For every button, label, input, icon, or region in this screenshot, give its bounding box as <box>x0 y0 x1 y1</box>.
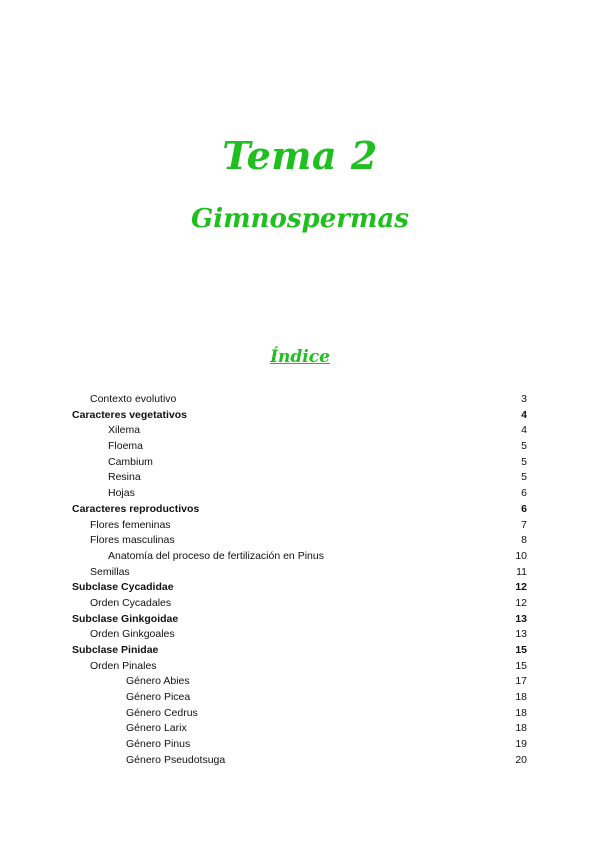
toc-entry[interactable] <box>72 455 527 471</box>
toc-entry-label: Caracteres reproductivos <box>72 502 200 515</box>
table-of-contents <box>72 392 527 769</box>
toc-entry-page: 19 <box>515 738 527 751</box>
toc-entry-label: Género Pinus <box>126 738 191 751</box>
toc-entry-label: Género Pseudotsuga <box>126 753 226 766</box>
toc-entry-label: Género Larix <box>126 722 187 735</box>
toc-entry-label: Flores masculinas <box>90 534 175 547</box>
toc-entry-page: 11 <box>516 565 527 578</box>
toc-entry-label: Xilema <box>108 424 141 437</box>
toc-entry[interactable] <box>72 408 527 424</box>
toc-entry-label: Subclase Ginkgoidae <box>72 612 179 625</box>
toc-entry-page: 7 <box>521 518 527 531</box>
toc-entry[interactable] <box>72 486 527 502</box>
toc-entry-page: 15 <box>515 644 527 656</box>
toc-entry-label: Caracteres vegetativos <box>72 408 187 421</box>
document-subtitle: Gimnospermas <box>191 204 409 234</box>
toc-entry[interactable] <box>72 518 527 534</box>
toc-entry-label: Subclase Cycadidae <box>72 581 174 594</box>
document-title: Tema 2 <box>222 133 378 178</box>
toc-entry[interactable] <box>72 612 527 628</box>
toc-entry-label: Semillas <box>90 565 130 578</box>
toc-entry[interactable] <box>72 627 527 643</box>
toc-entry-page: 13 <box>515 628 527 641</box>
toc-entry-page: 5 <box>521 440 527 453</box>
toc-entry[interactable] <box>72 596 527 612</box>
toc-entry[interactable] <box>72 392 527 408</box>
toc-entry[interactable] <box>72 721 527 737</box>
toc-entry[interactable] <box>72 690 527 706</box>
toc-entry-page: 5 <box>521 471 527 484</box>
toc-entry-page: 18 <box>515 706 527 719</box>
toc-entry-label: Resina <box>108 471 141 484</box>
toc-entry-page: 4 <box>521 408 527 421</box>
toc-entry[interactable] <box>72 706 527 722</box>
toc-entry-label: Anatomía del proceso de fertilización en Pinus <box>108 549 324 562</box>
toc-entry-page: 8 <box>521 534 527 547</box>
toc-entry-page: 12 <box>515 581 527 594</box>
toc-entry[interactable] <box>72 549 527 565</box>
toc-entry[interactable] <box>72 470 527 486</box>
toc-entry-label: Género Picea <box>126 691 191 704</box>
toc-entry-page: 6 <box>521 502 527 515</box>
toc-entry-page: 4 <box>521 424 527 437</box>
toc-entry-label: Orden Ginkgoales <box>90 628 175 641</box>
toc-entry-label: Contexto evolutivo <box>90 393 177 405</box>
index-heading: Índice <box>270 347 330 367</box>
toc-entry-page: 13 <box>515 612 527 625</box>
toc-entry[interactable] <box>72 659 527 675</box>
toc-entry-page: 6 <box>521 487 527 500</box>
toc-entry-label: Género Cedrus <box>126 706 198 719</box>
toc-entry-label: Flores femeninas <box>90 518 171 531</box>
toc-entry-label: Hojas <box>108 487 135 500</box>
toc-entry-page: 12 <box>515 596 527 609</box>
toc-entry-page: 15 <box>515 659 527 672</box>
toc-entry[interactable] <box>72 502 527 518</box>
toc-entry[interactable] <box>72 580 527 596</box>
toc-entry[interactable] <box>72 643 527 659</box>
toc-entry-page: 18 <box>515 691 527 704</box>
toc-entry-page: 20 <box>515 753 527 766</box>
toc-entry-page: 17 <box>515 675 527 688</box>
toc-entry-page: 10 <box>515 549 527 562</box>
toc-entry[interactable] <box>72 753 527 769</box>
toc-entry[interactable] <box>72 674 527 690</box>
toc-entry-label: Subclase Pinidae <box>72 644 159 656</box>
toc-entry[interactable] <box>72 423 527 439</box>
toc-entry-label: Floema <box>108 440 144 453</box>
toc-entry-page: 18 <box>515 722 527 735</box>
toc-entry-label: Orden Pinales <box>90 659 157 672</box>
toc-entry[interactable] <box>72 533 527 549</box>
toc-entry-label: Género Abies <box>126 675 190 688</box>
toc-entry[interactable] <box>72 565 527 581</box>
toc-entry[interactable] <box>72 737 527 753</box>
toc-entry[interactable] <box>72 439 527 455</box>
toc-entry-page: 5 <box>521 455 527 468</box>
toc-entry-page: 3 <box>521 393 527 405</box>
toc-entry-label: Cambium <box>108 455 153 468</box>
toc-entry-label: Orden Cycadales <box>90 596 172 609</box>
